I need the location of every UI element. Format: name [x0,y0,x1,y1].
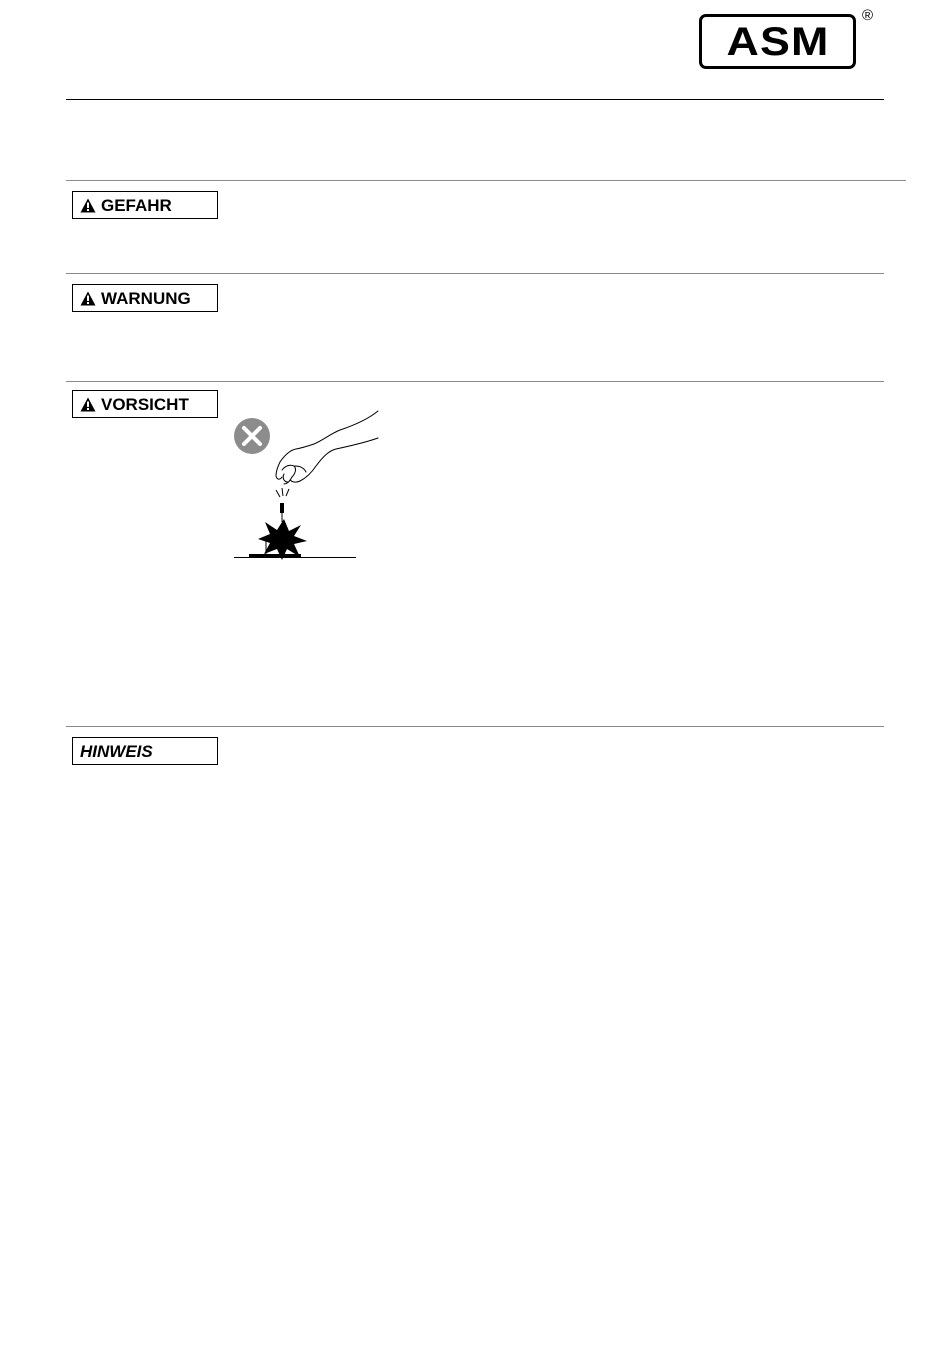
asm-logo [699,14,856,69]
drop-hazard-illustration [232,408,382,563]
section-divider [66,180,906,181]
sensor-icon [280,503,284,513]
logo-text: ASM [726,19,829,64]
section-divider [66,273,884,274]
motion-lines [276,488,289,497]
prohibited-x-icon [234,418,270,454]
warning-label [72,284,218,312]
danger-label-text: GEFAHR [101,195,172,215]
header-rule [66,99,884,100]
caution-label-text: VORSICHT [101,394,189,414]
notice-label-text: HINWEIS [80,741,153,761]
warning-label-text: WARNUNG [101,288,191,308]
warning-triangle-icon [80,291,96,306]
warning-triangle-icon [80,397,96,412]
impact-burst-icon [258,519,307,560]
caution-label [72,390,218,418]
section-divider [66,381,884,382]
registered-mark: ® [862,7,874,24]
hand-icon [276,411,378,484]
notice-label [72,737,218,765]
warning-triangle-icon [80,198,96,213]
danger-label [72,191,218,219]
section-divider [66,726,884,727]
